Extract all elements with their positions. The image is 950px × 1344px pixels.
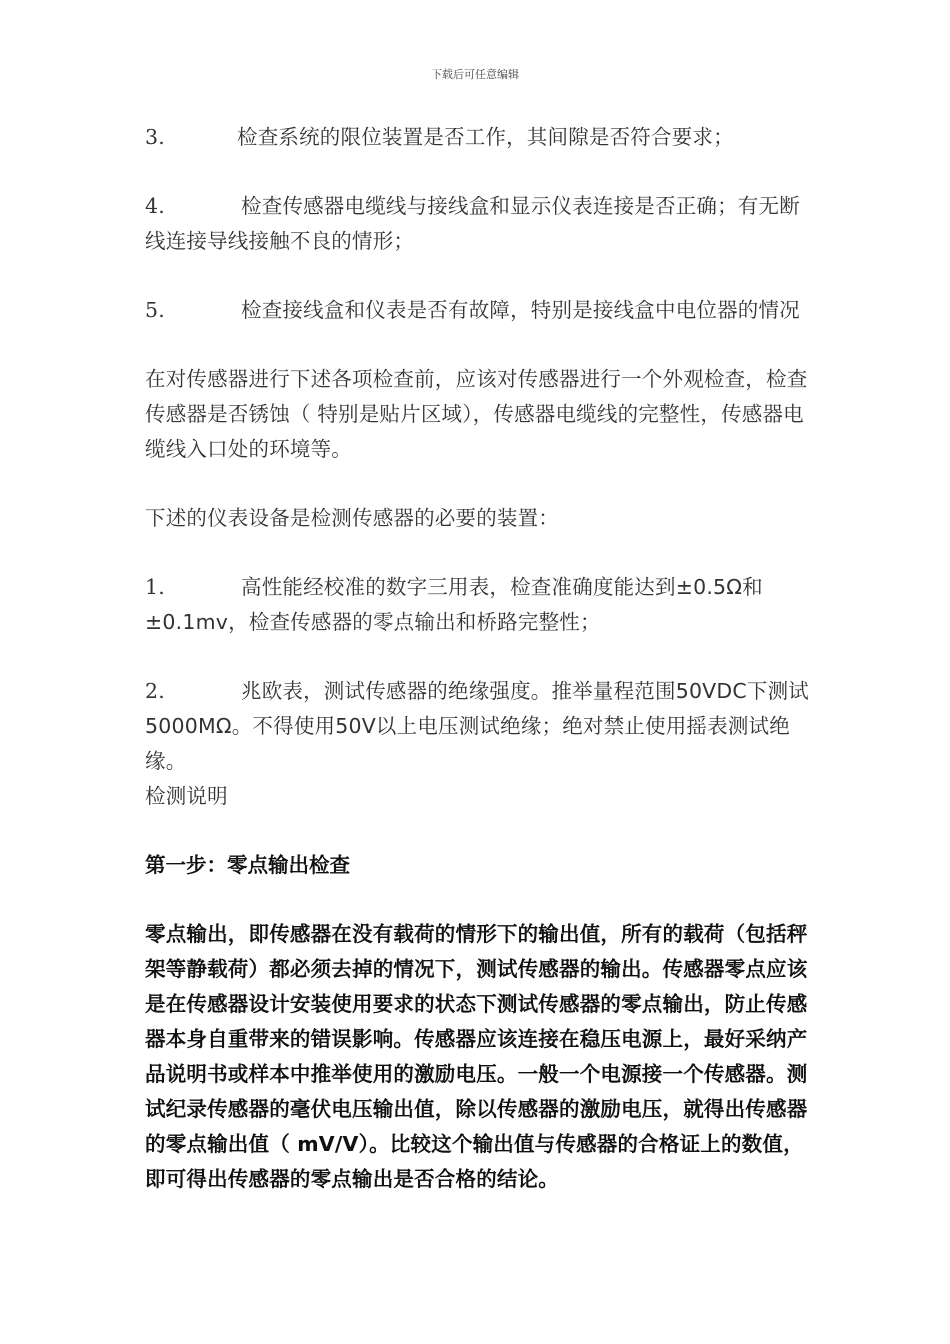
paragraph-inspection: 在对传感器进行下述各项检查前，应该对传感器进行一个外观检查，检查传感器是否锈蚀（ 特别是贴片区域），传感器电缆线的完整性，传感器电缆线入口处的环境等。: [145, 367, 808, 461]
list-text: 检查传感器电缆线与接线盒和显示仪表连接是否正确；有无断线连接导线接触不良的情形；: [145, 194, 800, 253]
list-number: 4.: [145, 194, 165, 218]
list-number: 3.: [145, 125, 165, 149]
list-text: 兆欧表，测试传感器的绝缘强度。推举量程范围50VDC下测试5000MΩ。不得使用50V以上电压测试绝缘；绝对禁止使用摇表测试绝缘。: [145, 679, 810, 773]
paragraph-equipment: 下述的仪表设备是检测传感器的必要的装置：: [145, 506, 559, 530]
list-item-5: [145, 293, 810, 328]
list-text: 检查系统的限位装置是否工作，其间隙是否符合要求；: [237, 125, 734, 149]
step1-title: 第一步：零点输出检查: [145, 853, 350, 877]
section-label: 检测说明: [145, 784, 228, 808]
list-text: 高性能经校准的数字三用表，检查准确度能达到±0.5Ω和±0.1mv，检查传感器的零点输出和桥路完整性；: [145, 575, 763, 634]
document-body: [145, 120, 810, 1197]
list-number: 5.: [145, 298, 165, 322]
list-item-3: [145, 120, 810, 155]
list-number: 2.: [145, 679, 165, 703]
equipment-item-1: [145, 570, 810, 640]
list-text: 检查接线盒和仪表是否有故障，特别是接线盒中电位器的情况: [241, 298, 800, 322]
list-number: 1.: [145, 575, 165, 599]
page-header: 下载后可任意编辑: [431, 68, 519, 81]
list-item-4: [145, 189, 810, 259]
step1-body: 零点输出，即传感器在没有载荷的情形下的输出值，所有的载荷（包括秤架等静载荷）都必须去掉的情况下，测试传感器的输出。传感器零点应该是在传感器设计安装使用要求的状态下测试传感器的零点输出，防止传感器本身自重带来的错误影响。传感器应该连接在稳压电源上，最好采纳产品说明书或样本中推举使用的激励电压。一般一个电源接一个传感器。测试纪录传感器的毫伏电压输出值，除以传感器的激励电压，就得出传感器的零点输出值（ mV/V）。比较这个输出值与传感器的合格证上的数值，即可得出传感器的零点输出是否合格的结论。: [145, 922, 808, 1191]
equipment-item-2: [145, 674, 810, 779]
